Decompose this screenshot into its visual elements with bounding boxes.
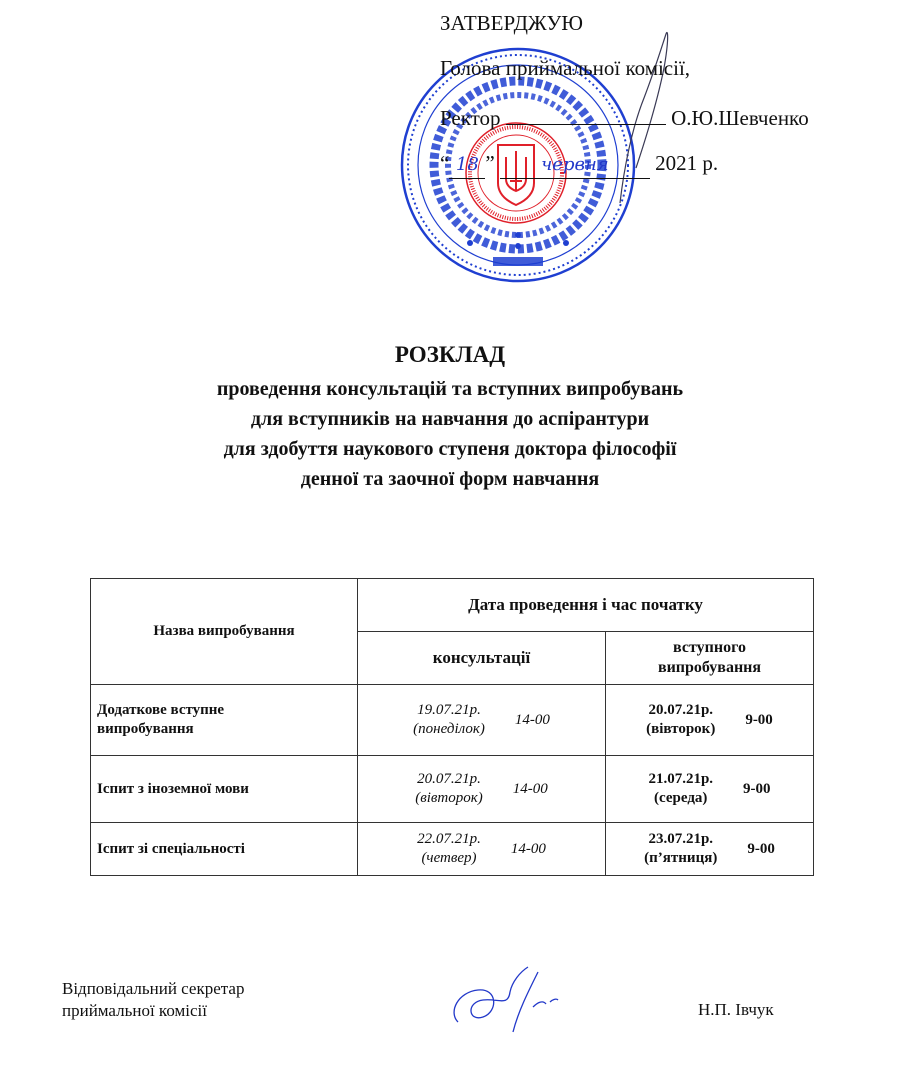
consultation-date: 22.07.21р.: [417, 831, 481, 847]
header-consultation: консультації: [358, 632, 606, 685]
title-line-4: денної та заочної форм навчання: [300, 468, 600, 490]
test-name-line-2: випробування: [97, 721, 194, 737]
exam-weekday: (п’ятниця): [644, 850, 718, 866]
exam-time: 9-00: [743, 780, 771, 797]
approval-position: Голова приймальної комісії,: [440, 56, 691, 80]
test-name-line-1: Іспит зі спеціальності: [97, 840, 245, 857]
test-name-cell: [91, 685, 358, 756]
approval-date-line: [440, 148, 718, 179]
date-close-quote: ”: [485, 151, 495, 175]
consultation-weekday: (понеділок): [413, 721, 485, 737]
exam-date: 20.07.21р.: [648, 702, 714, 718]
header-exam-line-2: випробування: [657, 659, 762, 676]
exam-date: 23.07.21р.: [648, 831, 714, 847]
handwritten-month: червня: [541, 154, 609, 175]
consultation-weekday: (вівторок): [415, 790, 483, 806]
schedule-table: [90, 578, 814, 876]
approval-heading: ЗАТВЕРДЖУЮ: [440, 11, 583, 35]
header-test-name: Назва випробування: [91, 579, 358, 685]
title-main: РОЗКЛАД: [394, 342, 506, 367]
test-name-cell: [91, 756, 358, 823]
date-open-quote: “: [440, 151, 450, 175]
table-row: [91, 756, 814, 823]
footer-signatory: [62, 978, 244, 1022]
consultation-cell: [358, 823, 606, 876]
consultation-time: 14-00: [514, 711, 550, 728]
exam-time: 9-00: [745, 711, 773, 728]
approval-role: Ректор: [440, 106, 501, 130]
consultation-cell: [358, 756, 606, 823]
exam-weekday: (середа): [654, 790, 708, 806]
footer-position-line-2: приймальної комісії: [62, 1001, 207, 1020]
day-line: [449, 148, 485, 179]
consultation-cell: [358, 685, 606, 756]
exam-cell: [606, 823, 814, 876]
consultation-time: 14-00: [512, 780, 548, 797]
header-date-time: Дата проведення і час початку: [358, 579, 814, 632]
stamp-city-lettering: [493, 257, 543, 266]
approval-year: 2021 р.: [655, 151, 719, 175]
exam-time: 9-00: [747, 840, 775, 857]
consultation-date: 19.07.21р.: [417, 702, 481, 718]
month-line: [500, 148, 650, 179]
exam-date: 21.07.21р.: [648, 771, 714, 787]
title-line-1: проведення консультацій та вступних випробувань: [216, 378, 684, 400]
title-line-3: для здобуття наукового ступеня доктора філософії: [223, 438, 677, 460]
exam-cell: [606, 685, 814, 756]
handwritten-day: 18: [455, 154, 479, 175]
signature-line: [506, 104, 666, 125]
header-exam: [606, 632, 814, 685]
test-name-line-1: Іспит з іноземної мови: [97, 780, 249, 797]
table-row: [91, 823, 814, 876]
consultation-weekday: (четвер): [421, 850, 477, 866]
rector-name: О.Ю.Шевченко: [671, 106, 809, 130]
exam-weekday: (вівторок): [646, 721, 716, 737]
footer-position-line-1: Відповідальний секретар: [62, 979, 245, 998]
test-name-cell: [91, 823, 358, 876]
header-exam-line-1: вступного: [673, 639, 746, 656]
title-line-2: для вступників на навчання до аспірантури: [250, 408, 650, 430]
test-name-line-1: Додаткове вступне: [97, 702, 225, 718]
secretary-signature: [438, 962, 578, 1042]
consultation-date: 20.07.21р.: [417, 771, 481, 787]
consultation-time: 14-00: [510, 840, 546, 857]
secretary-name: Н.П. Івчук: [698, 1000, 774, 1019]
document-title: [0, 340, 900, 494]
exam-cell: [606, 756, 814, 823]
stamp-asterisks: [467, 232, 569, 249]
table-row: [91, 685, 814, 756]
approval-rector-line: [440, 103, 809, 133]
